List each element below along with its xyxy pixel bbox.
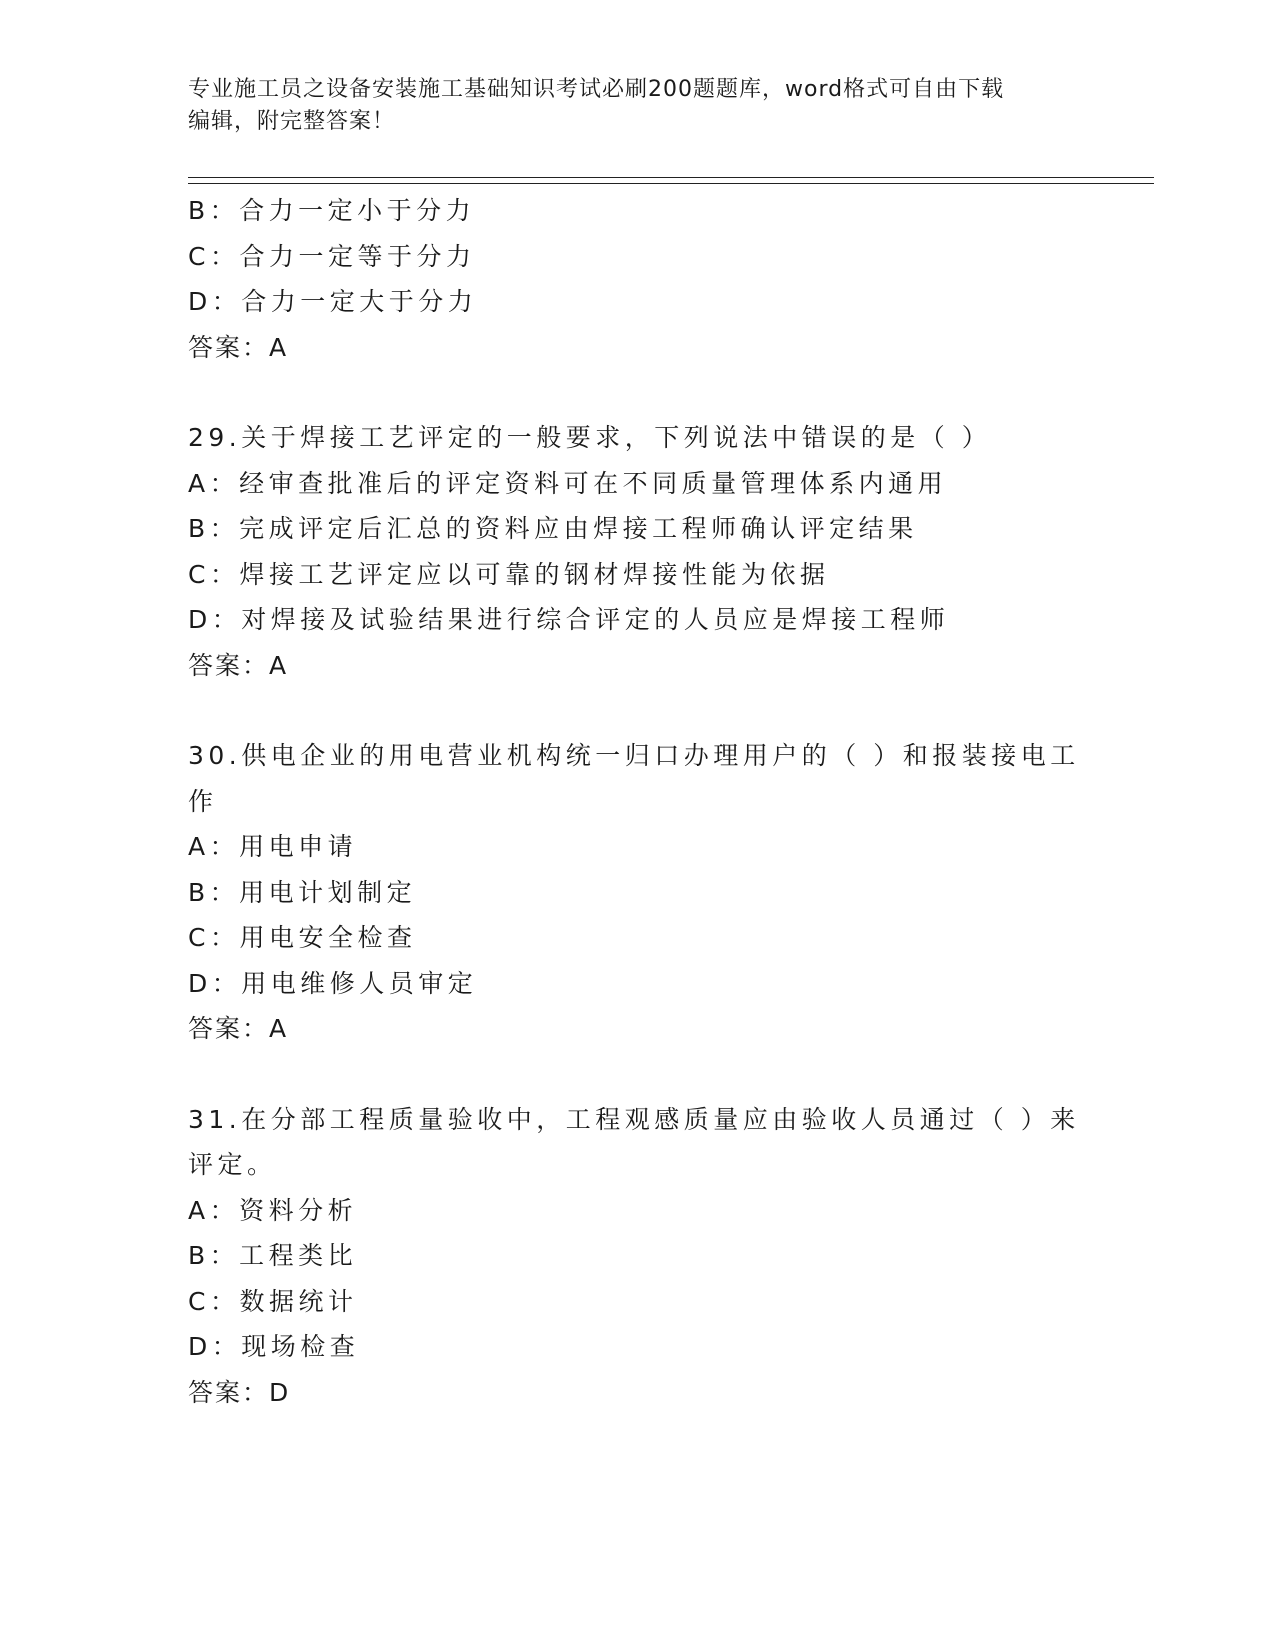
answer: 答案：A (188, 332, 289, 362)
answer: 答案：A (188, 650, 289, 680)
question-stem-continued: 评定。 (188, 1150, 277, 1179)
question-30 (188, 733, 1088, 1052)
option-a: A：资料分析 (188, 1195, 358, 1225)
document-header (188, 74, 1068, 138)
question-list (188, 188, 1088, 1415)
option-a: A：经审查批准后的评定资料可在不同质量管理体系内通用 (188, 468, 948, 498)
option-c: C：焊接工艺评定应以可靠的钢材焊接性能为依据 (188, 559, 830, 589)
header-line-2: 编辑，附完整答案！ (188, 109, 396, 134)
question-29 (188, 415, 1088, 688)
header-divider-bottom (188, 183, 1154, 184)
answer: 答案：A (188, 1014, 289, 1043)
question-stem: 31.在分部工程质量验收中，工程观感质量应由验收人员通过（ ）来 (188, 1104, 1080, 1134)
option-d: D：用电维修人员审定 (188, 968, 478, 998)
option-d: D：对焊接及试验结果进行综合评定的人员应是焊接工程师 (188, 605, 950, 634)
option-c: C：合力一定等于分力 (188, 241, 476, 271)
question-stem: 29.关于焊接工艺评定的一般要求，下列说法中错误的是（ ） (188, 423, 992, 452)
option-d: D：合力一定大于分力 (188, 287, 478, 316)
option-b: B：完成评定后汇总的资料应由焊接工程师确认评定结果 (188, 514, 918, 543)
question-stem: 30.供电企业的用电营业机构统一归口办理用户的（ ）和报装接电工 (188, 741, 1080, 770)
option-b: B：合力一定小于分力 (188, 196, 476, 225)
option-a: A：用电申请 (188, 832, 358, 861)
question-28-tail (188, 188, 1088, 370)
option-c: C：数据统计 (188, 1286, 358, 1316)
option-d: D：现场检查 (188, 1332, 360, 1361)
option-c: C：用电安全检查 (188, 923, 417, 952)
question-stem-continued: 作 (188, 786, 218, 816)
answer: 答案：D (188, 1377, 291, 1407)
question-31 (188, 1097, 1088, 1416)
header-divider-top (188, 177, 1154, 178)
header-line-1: 专业施工员之设备安装施工基础知识考试必刷200题题库，word格式可自由下载 (188, 77, 1005, 102)
option-b: B：工程类比 (188, 1241, 358, 1270)
option-b: B：用电计划制定 (188, 877, 417, 907)
